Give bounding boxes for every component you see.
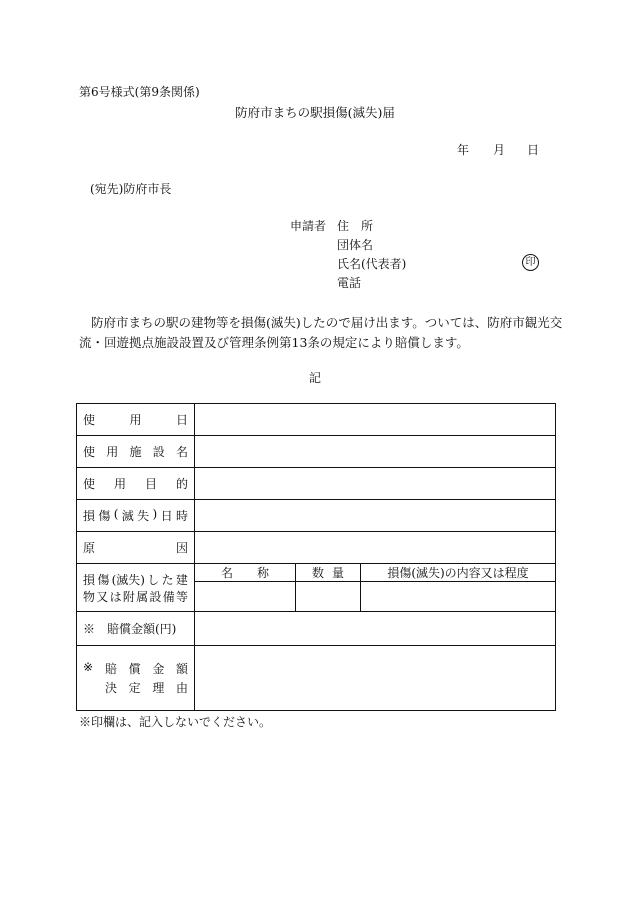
form-number: 第6号様式(第9条関係) xyxy=(79,85,200,99)
applicant-phone-label: 電話 xyxy=(337,276,362,290)
damage-datetime-field[interactable] xyxy=(195,500,556,532)
subheader-name: 名 称 xyxy=(195,564,296,582)
label-use-date: 使 用 日 xyxy=(77,404,195,436)
label-use-purpose: 使 用 目 的 xyxy=(77,468,195,500)
damaged-item-name-field[interactable] xyxy=(195,582,296,612)
footnote: ※印欄は、記入しないでください。 xyxy=(79,715,272,729)
use-purpose-field[interactable] xyxy=(195,468,556,500)
damage-report-table xyxy=(76,403,556,711)
compensation-amount-field[interactable] xyxy=(195,612,556,646)
date-year-label: 年 xyxy=(457,143,470,157)
date-month-label: 月 xyxy=(493,143,506,157)
applicant-address-label: 住 所 xyxy=(337,219,374,233)
seal-mark-icon: 印 xyxy=(522,254,539,271)
label-facility-name: 使 用 施 設 名 xyxy=(77,436,195,468)
label-cause: 原 因 xyxy=(77,532,195,564)
cause-field[interactable] xyxy=(195,532,556,564)
subheader-damage-content: 損傷(滅失)の内容又は程度 xyxy=(361,564,556,582)
label-damage-datetime: 損 傷 ( 滅 失 ) 日 時 xyxy=(77,500,195,532)
damaged-item-content-field[interactable] xyxy=(361,582,556,612)
applicant-organization-label: 団体名 xyxy=(337,238,374,252)
date-day-label: 日 xyxy=(527,143,540,157)
addressee: (宛先)防府市長 xyxy=(90,182,172,196)
compensation-reason-field[interactable] xyxy=(195,646,556,711)
form-title: 防府市まちの駅損傷(滅失)届 xyxy=(235,105,395,120)
damaged-item-quantity-field[interactable] xyxy=(296,582,361,612)
applicant-name-label: 氏名(代表者) xyxy=(337,257,407,271)
facility-name-field[interactable] xyxy=(195,436,556,468)
applicant-label: 申請者 xyxy=(290,219,327,233)
ki-heading: 記 xyxy=(308,371,321,385)
label-compensation-reason: ※ 賠 償 金 額 決 定 理 由 xyxy=(77,646,195,711)
label-damaged-items: 損 傷 (滅失) し た 建 物 又 は 附 属 設 備 等 xyxy=(77,564,195,612)
subheader-quantity: 数 量 xyxy=(296,564,361,582)
use-date-field[interactable] xyxy=(195,404,556,436)
label-compensation-amount: ※ 賠償金額(円) xyxy=(77,612,195,646)
statement-text: 防府市まちの駅の建物等を損傷(滅失)したので届け出ます。ついては、防府市観光交流・回遊拠点施設設置及び管理条例第13条の規定により賠償します。 xyxy=(79,315,563,350)
